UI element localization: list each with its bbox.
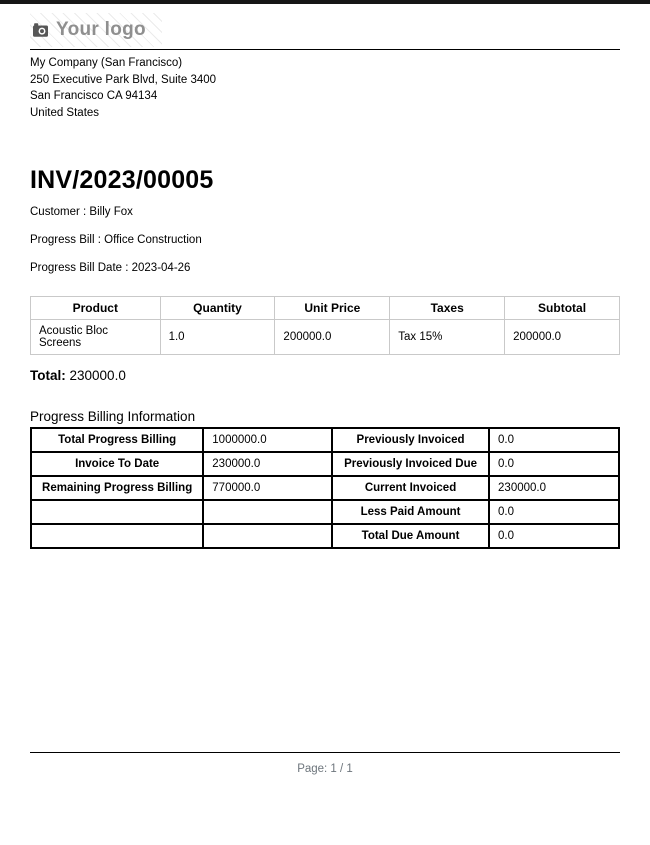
invoice-line-row	[31, 320, 620, 355]
label-total-due-amount: Total Due Amount	[332, 524, 489, 548]
value-remaining-progress-billing: 770000.0	[203, 476, 332, 500]
document-content	[0, 13, 650, 549]
label-current-invoiced: Current Invoiced	[332, 476, 489, 500]
table-row	[31, 452, 619, 476]
value-invoice-to-date: 230000.0	[203, 452, 332, 476]
label-total-progress-billing: Total Progress Billing	[31, 428, 203, 452]
column-header-subtotal: Subtotal	[505, 297, 620, 320]
progress-billing-table	[30, 427, 620, 549]
column-header-quantity: Quantity	[160, 297, 275, 320]
empty-cell	[31, 500, 203, 524]
total-value: 230000.0	[69, 368, 126, 383]
label-invoice-to-date: Invoice To Date	[31, 452, 203, 476]
label-less-paid-amount: Less Paid Amount	[332, 500, 489, 524]
document-header	[30, 13, 620, 50]
column-header-unit-price: Unit Price	[275, 297, 390, 320]
page-number: Page: 1 / 1	[297, 763, 353, 775]
column-header-product: Product	[31, 297, 161, 320]
progress-billing-section-title: Progress Billing Information	[30, 409, 196, 424]
value-total-due-amount: 0.0	[489, 524, 619, 548]
company-logo-placeholder	[30, 13, 162, 47]
company-country: United States	[30, 106, 100, 119]
page-top-strip	[0, 0, 650, 4]
label-remaining-progress-billing: Remaining Progress Billing	[31, 476, 203, 500]
table-row	[31, 500, 619, 524]
value-less-paid-amount: 0.0	[489, 500, 619, 524]
table-row	[31, 476, 619, 500]
cell-taxes: Tax 15%	[390, 320, 505, 355]
company-address-block	[30, 55, 620, 121]
logo-text: Your logo	[56, 19, 146, 40]
cell-unit-price: 200000.0	[275, 320, 390, 355]
cell-subtotal: 200000.0	[505, 320, 620, 355]
total-line	[30, 368, 620, 383]
progress-bill-date-line: Progress Bill Date : 2023-04-26	[30, 262, 191, 274]
document-footer	[30, 752, 620, 775]
company-street: 250 Executive Park Blvd, Suite 3400	[30, 73, 217, 86]
label-previously-invoiced-due: Previously Invoiced Due	[332, 452, 489, 476]
customer-line: Customer : Billy Fox	[30, 206, 133, 218]
table-row	[31, 524, 619, 548]
invoice-number-title: INV/2023/00005	[30, 166, 214, 194]
column-header-taxes: Taxes	[390, 297, 505, 320]
value-previously-invoiced-due: 0.0	[489, 452, 619, 476]
invoice-lines-table	[30, 296, 620, 355]
company-city: San Francisco CA 94134	[30, 90, 158, 102]
value-total-progress-billing: 1000000.0	[203, 428, 332, 452]
value-current-invoiced: 230000.0	[489, 476, 619, 500]
camera-icon	[33, 23, 48, 37]
empty-cell	[203, 500, 332, 524]
empty-cell	[203, 524, 332, 548]
cell-quantity: 1.0	[160, 320, 275, 355]
table-row	[31, 428, 619, 452]
total-label: Total:	[30, 368, 66, 383]
empty-cell	[31, 524, 203, 548]
invoice-lines-header-row	[31, 297, 620, 320]
progress-bill-line: Progress Bill : Office Construction	[30, 234, 202, 246]
cell-product: Acoustic Bloc Screens	[31, 320, 161, 355]
company-name: My Company (San Francisco)	[30, 57, 183, 69]
value-previously-invoiced: 0.0	[489, 428, 619, 452]
label-previously-invoiced: Previously Invoiced	[332, 428, 489, 452]
